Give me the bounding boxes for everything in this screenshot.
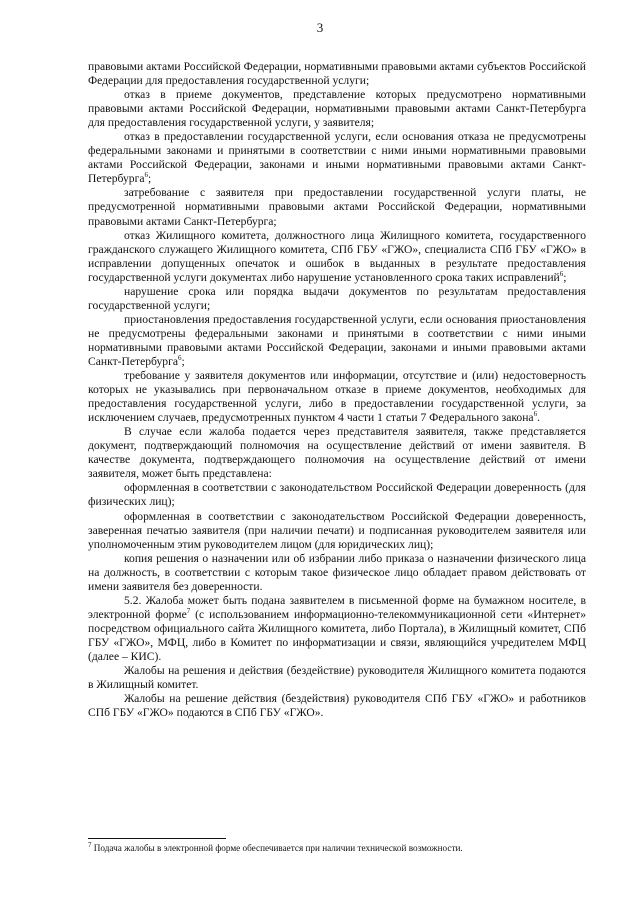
paragraph (88, 594, 586, 664)
paragraph-text: нарушение срока или порядка выдачи документов по результатам предоставления государственной услуги; (88, 284, 586, 312)
footnote-ref: 6 (144, 171, 148, 180)
paragraph-text: отказ в приеме документов, представление которых предусмотрено нормативными правовыми актами Российской Федерации, нормативными правовыми актами Санкт-Петербурга для предоставления государственной услуги, у заявителя; (88, 88, 586, 130)
footnote-separator (88, 838, 226, 839)
page-number: 3 (316, 20, 324, 35)
paragraph-text: Жалобы на решение действия (бездействия) руководителя СПб ГБУ «ГЖО» и работников СПб ГБУ «ГЖО» подаются в СПб ГБУ «ГЖО». (88, 692, 586, 720)
footnote-ref: 6 (533, 410, 538, 419)
paragraph-text: приостановления предоставления государственной услуги, если основания приостановления не предусмотрены федеральными законами и принятыми в соответствии с ними иными нормативными правовыми актами Российской Федерации, законами и иными правовыми актами Санкт-Петербурга (88, 312, 586, 368)
paragraph-text: оформленная в соответствии с законодательством Российской Федерации доверенность, заверенная печатью заявителя (при наличии печати) и подписанная руководителем заявителя или уполномоченным этим руководителем лицом (для юридических лиц); (88, 509, 586, 551)
footnote-ref: 6 (177, 354, 182, 363)
footnote (88, 840, 586, 854)
paragraph-text: требование у заявителя документов или информации, отсутствие и (или) недостоверность которых не указывались при первоначальном отказе в приеме документов, необходимых для предоставления государственной услуги, либо в предоставлении государственной услуги, за исключением случаев, предусмотренных пунктом 4 части 1 статьи 7 Федерального закона (88, 369, 586, 425)
paragraph-text: затребование с заявителя при предоставлении государственной услуги платы, не предусмотренной нормативными правовыми актами Российской Федерации, нормативными правовыми актами Санкт-Петербурга; (88, 186, 586, 228)
paragraph-tail: . (537, 411, 540, 425)
paragraph (88, 285, 586, 313)
paragraph (88, 425, 586, 481)
paragraph (88, 229, 586, 285)
footnote-text: Подача жалобы в электронной форме обеспечивается при наличии технической возможности. (91, 843, 463, 853)
paragraph-text: отказ Жилищного комитета, должностного лица Жилищного комитета, государственного гражданского служащего Жилищного комитета, СПб ГБУ «ГЖО», специалиста СПб ГБУ «ГЖО» в исправлении допущенных опечаток и ошибок в выданных в результате предоставления государственной услуги документах либо нарушение установленного срока таких исправлений (88, 228, 586, 284)
paragraph (88, 664, 586, 692)
footnote-ref: 6 (559, 269, 564, 278)
paragraph (88, 481, 586, 509)
paragraph-text: Жалобы на решения и действия (бездействие) руководителя Жилищного комитета подаются в Жилищный комитет. (88, 664, 586, 692)
paragraph (88, 130, 586, 186)
footnote-mark: 7 (88, 840, 92, 849)
paragraph (88, 186, 586, 228)
paragraph (88, 88, 586, 130)
paragraph-text: В случае если жалоба подается через представителя заявителя, также представляется документ, подтверждающий полномочия на осуществление действий от имени заявителя. В качестве документа, подтверждающего полномочия на осуществление действий от имени заявителя, может быть представлена: (88, 425, 586, 481)
paragraph-tail: (с использованием информационно-телекоммуникационной сети «Интернет» посредством официального сайта Жилищного комитета, либо Портала), в Жилищный комитет, СПб ГБУ «ГЖО», МФЦ, либо в Комитет по информатизации и связи, являющийся учредителем МФЦ (далее – КИС). (88, 607, 586, 663)
paragraph (88, 313, 586, 369)
body-text (88, 60, 586, 720)
paragraph-text: правовыми актами Российской Федерации, нормативными правовыми актами субъектов Российской Федерации для предоставления государственной услуги; (88, 60, 586, 88)
paragraph (88, 60, 586, 88)
paragraph-tail: ; (181, 354, 185, 368)
paragraph-text: 5.2. Жалоба может быть подана заявителем в письменной форме на бумажном носителе, в электронной форме (88, 593, 586, 621)
paragraph-tail: ; (147, 172, 152, 186)
footnote-ref: 7 (186, 606, 191, 615)
paragraph (88, 552, 586, 594)
paragraph-tail: ; (563, 270, 567, 284)
paragraph-text: оформленная в соответствии с законодательством Российской Федерации доверенность (для физических лиц); (88, 481, 586, 509)
paragraph (88, 510, 586, 552)
paragraph-text: копия решения о назначении или об избрании либо приказа о назначении физического лица на должность, в соответствии с которым такое физическое лицо обладает правом действовать от имени заявителя без доверенности. (88, 551, 586, 593)
paragraph (88, 369, 586, 425)
paragraph (88, 692, 586, 720)
paragraph-text: отказ в предоставлении государственной услуги, если основания отказа не предусмотрены федеральными законами и принятыми в соответствии с ними иными нормативными правовыми актами Российской Федерации, законами и иными нормативными правовыми актами Санкт-Петербурга (88, 130, 586, 186)
